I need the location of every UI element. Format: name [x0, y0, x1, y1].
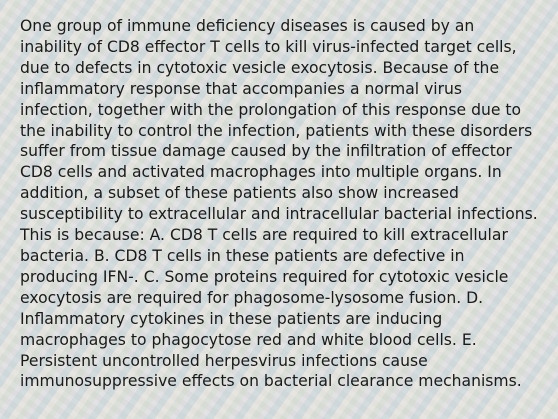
question-text: One group of immune deficiency diseases is caused by an inability of CD8 effector T cells to kill virus-infected target cells, due to defects in cytotoxic vesicle exocytosis. Because of the inflammatory response that accompanies a normal virus infection, together with the prolongation of this response due to the inability to control the infection, patients with these disorders suffer from tissue damage caused by the infiltration of effector CD8 cells and activated macrophages into multiple organs. In addition, a subset of these patients also show increased susceptibility to extracellular and intracellular bacterial infections. This is because: A. CD8 T cells are required to kill extracellular bacteria. B. CD8 T cells in these patients are defective in producing IFN-. C. Some proteins required for cytotoxic vesicle exocytosis are required for phagosome-lysosome fusion. D. Inflammatory cytokines in these patients are inducing macrophages to phagocytose red and white blood cells. E. Persistent uncontrolled herpesvirus infections cause immunosuppressive effects on bacterial clearance mechanisms.: [20, 17, 538, 391]
